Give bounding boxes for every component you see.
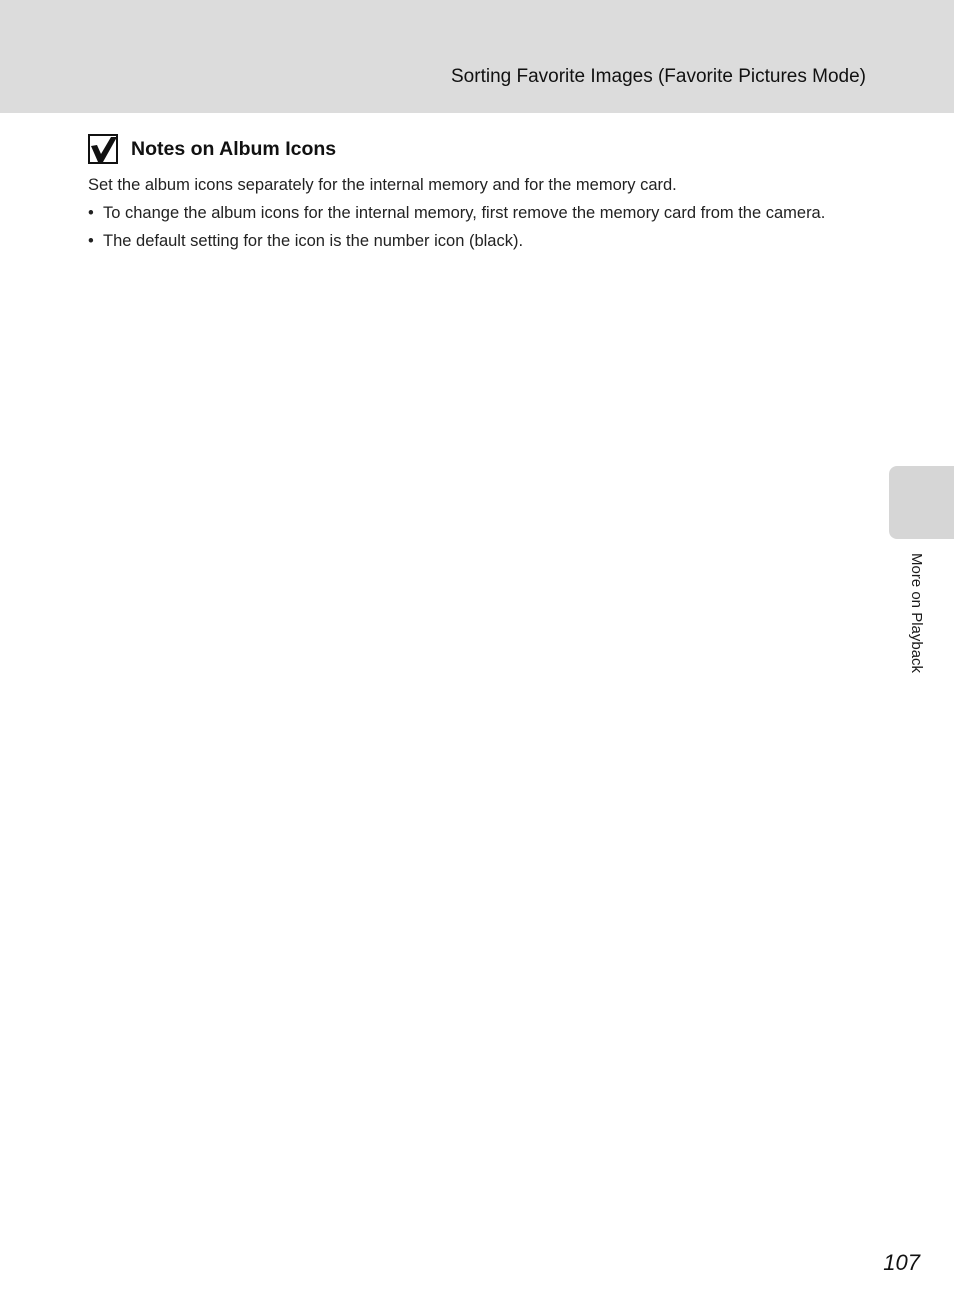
side-section-label: More on Playback [908, 553, 925, 674]
note-body [88, 173, 848, 257]
list-item [88, 201, 848, 225]
page-header-title: Sorting Favorite Images (Favorite Pictures Mode) [451, 66, 866, 87]
note-title: Notes on Album Icons [131, 137, 337, 160]
header-band [0, 0, 954, 113]
side-tab [889, 466, 954, 539]
list-item-text: The default setting for the icon is the number icon (black). [103, 232, 524, 250]
note-heading [88, 133, 336, 165]
list-item-text: To change the album icons for the internal memory, first remove the memory card from the camera. [103, 204, 826, 222]
bullet-dot: • [88, 232, 94, 250]
note-intro: Set the album icons separately for the internal memory and for the memory card. [88, 176, 677, 194]
check-mark-icon [88, 134, 118, 164]
list-item [88, 229, 848, 253]
page-number: 107 [883, 1250, 920, 1275]
bullet-list [88, 201, 848, 253]
bullet-dot: • [88, 204, 94, 222]
